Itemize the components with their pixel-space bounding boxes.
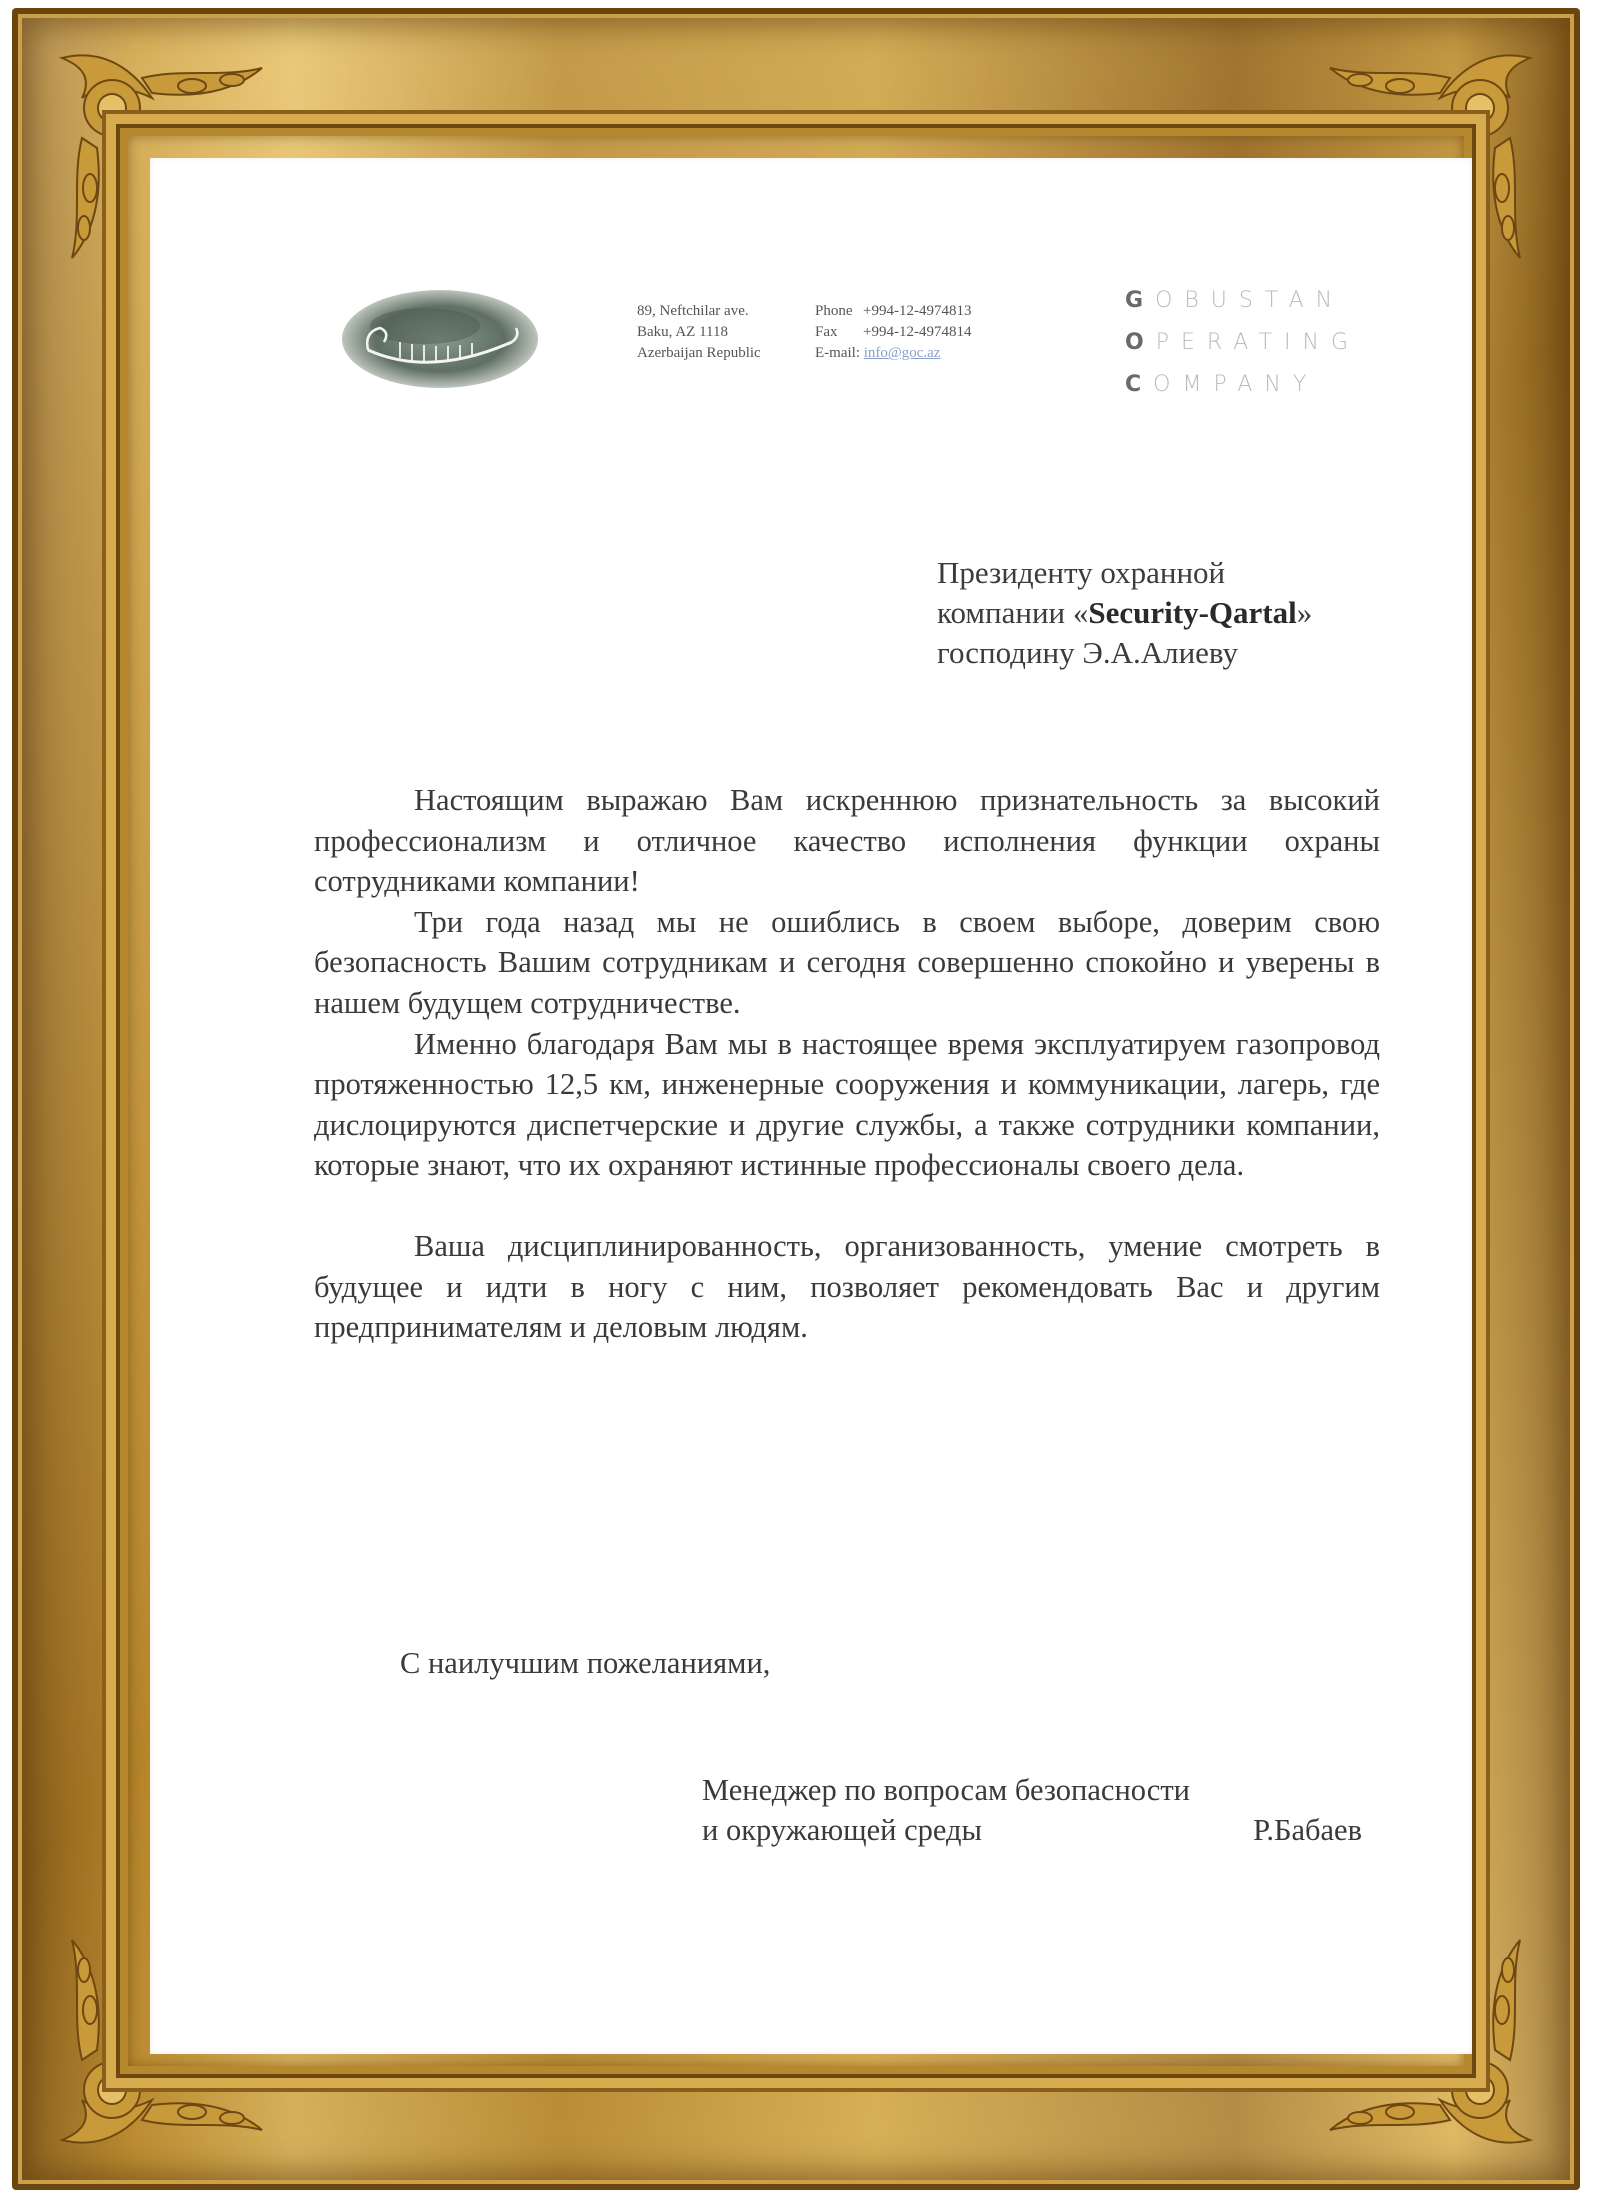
- body-paragraph: Три года назад мы не ошиблись в своем выборе, доверим свою безопасность Вашим сотрудникам и сегодня совершенно спокойно и уверены в нашем будущем сотрудничестве.: [314, 904, 1380, 1020]
- address-line: Azerbaijan Republic: [637, 345, 761, 361]
- wordmark-line: [1125, 280, 1360, 322]
- recipient-block: [937, 553, 1312, 673]
- body-paragraph: Ваша дисциплинированность, организованность, умение смотреть в будущее и идти в ногу с ним, позволяет рекомендовать Вас и другим предпринимателям и деловым людям.: [314, 1228, 1380, 1345]
- address-line: 89, Neftchilar ave.: [637, 303, 749, 319]
- company-wordmark: [1125, 280, 1360, 406]
- body-paragraph: Именно благодаря Вам мы в настоящее время эксплуатируем газопровод протяженностью 12,5 км, инженерные сооружения и коммуникации, лагерь, где дислоцируются диспетчерские и другие службы, а также сотрудники компании, которые знают, что их охраняют истинные профессионалы своего дела.: [314, 1026, 1380, 1183]
- body-paragraph: Настоящим выражаю Вам искреннюю признательность за высокий профессионализм и отличное качество исполнения функции охраны сотрудниками компании!: [314, 783, 1380, 899]
- email-label: E-mail:: [815, 345, 860, 361]
- phone-label: Phone: [815, 303, 853, 319]
- wordmark-initial: O: [1125, 330, 1156, 355]
- email-link[interactable]: info@goc.az: [863, 345, 941, 361]
- fax-label: Fax: [815, 324, 838, 340]
- recipient-prefix: компании «: [937, 595, 1089, 630]
- closing-line: С наилучшим пожеланиями,: [400, 1646, 771, 1680]
- wordmark-rest: PERATING: [1155, 330, 1361, 355]
- signer-name: Р.Бабаев: [1253, 1813, 1362, 1847]
- wordmark-initial: C: [1125, 372, 1154, 397]
- signer-row: [702, 1810, 1362, 1850]
- gilded-frame: [12, 8, 1580, 2190]
- gobustan-petroglyph-logo: [340, 288, 540, 390]
- letter-paper: [150, 158, 1472, 2054]
- recipient-line: [937, 593, 1312, 633]
- phone-number: +994-12-4974813: [863, 303, 972, 319]
- signature-block: [702, 1770, 1362, 1850]
- company-contacts: [815, 301, 971, 364]
- fax-row: [815, 322, 971, 343]
- email-row: [815, 343, 971, 364]
- signer-title-cont: и окружающей среды: [702, 1813, 983, 1847]
- recipient-company: Security-Qartal: [1088, 595, 1297, 630]
- signer-title: Менеджер по вопросам безопасности: [702, 1773, 1190, 1807]
- wordmark-rest: OMPANY: [1153, 372, 1319, 397]
- wordmark-initial: G: [1125, 288, 1156, 313]
- recipient-suffix: »: [1296, 595, 1313, 630]
- fax-number: +994-12-4974814: [863, 324, 972, 340]
- wordmark-line: [1125, 322, 1360, 364]
- recipient-line: Президенту охранной: [937, 555, 1226, 590]
- letter-body: [314, 780, 1380, 1348]
- phone-row: [815, 301, 971, 322]
- address-line: Baku, AZ 1118: [637, 324, 728, 340]
- company-address: [637, 301, 761, 364]
- wordmark-line: [1125, 364, 1360, 406]
- recipient-line: господину Э.А.Алиеву: [937, 635, 1239, 670]
- wordmark-rest: OBUSTAN: [1155, 288, 1345, 313]
